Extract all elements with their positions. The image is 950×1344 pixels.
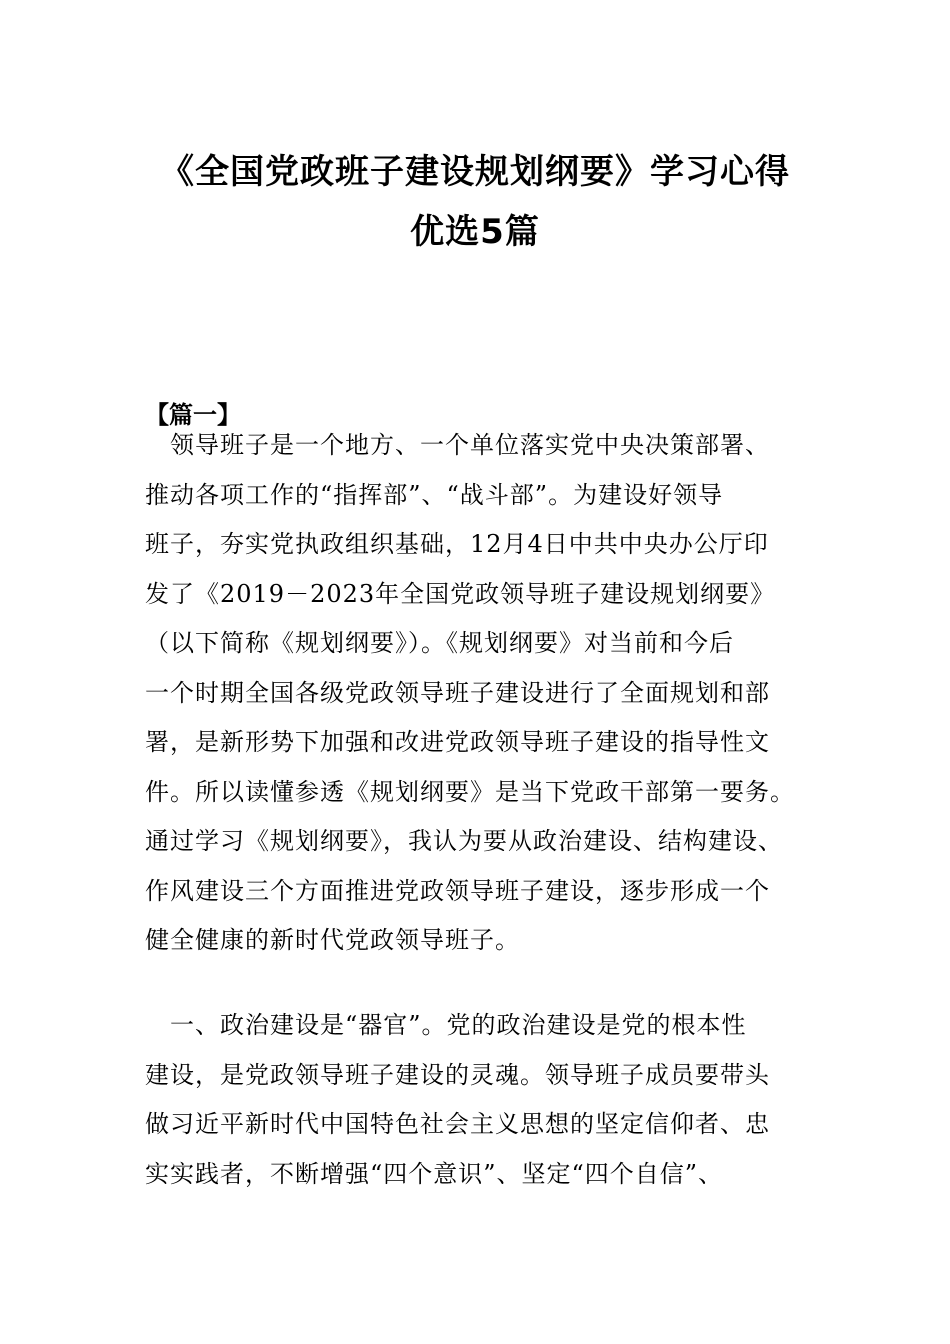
paragraph-1	[145, 427, 805, 972]
paragraph-line: 健全健康的新时代党政领导班子。	[145, 926, 520, 954]
paragraph-line: 建设，是党政领导班子建设的灵魂。领导班子成员要带头	[145, 1060, 770, 1089]
paragraph-line: 一个时期全国各级党政领导班子建设进行了全面规划和部	[145, 678, 770, 707]
paragraph-line: 通过学习《规划纲要》，我认为要从政治建设、结构建设、	[145, 827, 783, 855]
paragraph-line: 作风建设三个方面推进党政领导班子建设，逐步形成一个	[145, 876, 770, 905]
section-heading: 【篇一】	[145, 400, 241, 429]
paragraph-line: 做习近平新时代中国特色社会主义思想的坚定信仰者、忠	[145, 1110, 770, 1138]
document-title-line-1: 《全国党政班子建设规划纲要》学习心得	[160, 152, 790, 192]
paragraph-line: 一、政治建设是“器官”。党的政治建设是党的根本性	[145, 1011, 747, 1039]
paragraph-line: 班子，夯实党执政组织基础，12月4日中共中央办公厅印	[145, 530, 769, 558]
paragraph-line: 发了《2019－2023年全国党政领导班子建设规划纲要》	[145, 579, 776, 608]
paragraph-line: （以下简称《规划纲要》）。《规划纲要》对当前和今后	[145, 629, 734, 657]
paragraph-line: 署，是新形势下加强和改进党政领导班子建设的指导性文	[145, 728, 770, 756]
paragraph-line: 实实践者，不断增强“四个意识”、坚定“四个自信”、	[145, 1159, 724, 1188]
paragraph-line: 推动各项工作的“指挥部”、“战斗部”。为建设好领导	[145, 480, 724, 509]
paragraph-line: 件。所以读懂参透《规划纲要》是当下党政干部第一要务。	[145, 777, 795, 806]
paragraph-2	[145, 1007, 805, 1205]
document-title-line-2: 优选5篇	[410, 212, 540, 252]
paragraph-line: 领导班子是一个地方、一个单位落实党中央决策部署、	[145, 431, 770, 459]
